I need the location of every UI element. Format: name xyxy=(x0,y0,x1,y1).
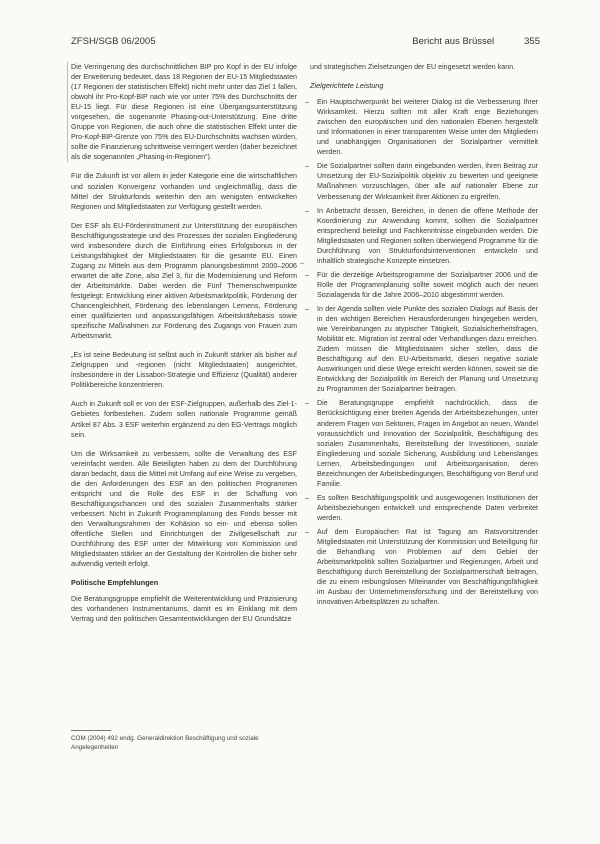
section-heading: Zielgerichtete Leistung xyxy=(310,81,384,91)
bullet-item: – In der Agenda sollten viele Punkte des sozialen Dialogs auf Basis der in den wichtigen Bereichen Herausforderungen hingegeben werden, wie Vereinbarungen zu atypischer Tätigkeit, Sozialsicherheitsfragen, Mobilität etc. Migration ist zentral oder Verhandlungen dazu erreichen. Zudem müssen die Mitgliedstaaten sicher stellen, dass die Beschäftigung auf den EU-Arbeitsmarkt, diesen negative soziale Auswirkungen und diese Wege erreicht werden können, soweit sie die Entwicklung der Sozialpolitik im Bereich der Planung und Umsetzung zu Programmen der Sozialpartner beitragen. xyxy=(310,304,538,394)
page-number: 355 xyxy=(524,35,540,47)
running-header xyxy=(71,34,540,48)
paragraph: Der ESF als EU-Förderinstrument zur Unterstützung der europäischen Beschäftigungsstrategie und des Prozesses der sozialen Eingliederung wird insbesondere durch die Einführung eines Erfolgsbonus in der Leistungsfähigkeit der Mitgliedstaaten für die gesamte EU. Einen Zugang zu Mitteln aus dem Programm planungsbestimmt 2000–2006 erwartet die alte Zone, also Ziel 3, für die Modernisierung und Reform der Arbeitsmärkte. Dabei werden die Fünf Themenschwerpunkte festgelegt: Entwicklung einer aktiven Arbeitsmarktpolitik, Förderung der Chancengleichheit, Förderung des lebenslangen Lernens, Förderung einer qualifizierten und anpassungsfähigen Arbeitskräftebasis sowie spezifische Maßnahmen zur Förderung des Zugangs von Frauen zum Arbeitsmarkt. xyxy=(71,221,297,341)
left-column xyxy=(71,62,297,633)
right-column xyxy=(310,62,538,611)
footnote xyxy=(71,730,297,752)
margin-dash: – xyxy=(300,260,304,267)
paragraph: und strategischen Zielsetzungen der EU eingesetzt werden kann. xyxy=(310,63,516,71)
footnote-rule xyxy=(71,730,111,731)
paragraph: Auch in Zukunft soll er von der ESF-Zielgruppen, außerhalb des Ziel-1-Gebietes fortbestehen. Zudem sollen nationale Programme gemäß Artikel 87 Abs. 3 ESF weiterhin ergänzend zu den EG-Vertrags möglich sein. xyxy=(71,400,297,439)
paragraph: Für die Zukunft ist vor allem in jeder Kategorie eine die wirtschaftlichen und sozialen Konvergenz vorhanden und ungleichmäßig, dass die Mittel der Strukturfonds weiterhin den am wenigsten entwickelten Regionen und Mitgliedstaaten zur Verfügung gestellt werden. xyxy=(71,172,297,211)
bullet-item: – Für die derzeitige Arbeitsprogramme der Sozialpartner 2006 und die Rolle der Programmplanung sollte soweit möglich auch der neuen Sozialagenda für die Jahre 2006–2010 abgestimmt werden. xyxy=(310,270,538,300)
paragraph: Um die Wirksamkeit zu verbessern, sollte die Verwaltung des ESF vereinfacht werden. Alle Beteiligten haben zu dem der Durchführung daran bedacht, dass die Mittel mit Umfang auf eine Weise zu vergeben, die den Anforderungen des ESF an den politischen Programmen entspricht und die Rolle des ESF in der Schaffung von Beschäftigungschancen und des sozialen Zusammenhalts stärker verbessert. Nicht in Zukunft Programmplanung des Fonds besser mit den Verwaltungsrahmen der Kohäsion so ein- und ebenso sollen öffentliche Stellen und Einrichtungen der Zivilgesellschaft zur Durchführung des ESF unter der Mitwirkung von Kommission und Mitgliedstaaten stärker an der Gestaltung der Kontrollen die bisher sehr aufwendig verteilt erfolgt. xyxy=(71,449,297,569)
footnote-text: COM (2004) 492 endg. Generaldirektion Beschäftigung und soziale Angelegenheiten xyxy=(71,735,259,751)
journal-name: ZFSH/SGB 06/2005 xyxy=(71,35,156,47)
bullet-item: – Die Beratungsgruppe empfiehlt nachdrücklich, dass die Berücksichtigung einer breiten Agenda der Arbeitsbeziehungen, unter anderem Fragen von Sektoren, Fragen im Angebot an neuen, Wandel voraussichtlich und Innovation der Sozialpolitik, Beschäftigung des sozialen Zusammenhalts, Bereitstellung der Investitionen, soziale Eingliederung und soziale Sicherung, Ausbildung und Lebenslanges Lernen, Arbeitsbedingungen und Arbeitsorganisation, deren Bezeichnungen der Arbeitsbedingungen, Beschäftigung von Beruf und Familie. xyxy=(310,398,538,488)
bullet-item: – Ein Hauptschwerpunkt bei weiterer Dialog ist die Verbesserung Ihrer Wirksamkeit. Hierzu sollten mit aller Kraft enge Beziehungen zwischen den europäischen und den nationalen Ebenen hergestellt und Informationen in einer transparenten Weise unter den Mitgliedern und unabhängigen Organisationen der Sozialpartner vermittelt werden. xyxy=(310,97,538,157)
section-title: Bericht aus Brüssel xyxy=(412,35,495,47)
paragraph: Die Beratungsgruppe empfiehlt die Weiterentwicklung und Präzisierung des vorhandenen Instrumentariums, damit es im Einklang mit dem Vertrag und den politischen Gesamtentwicklungen der EU Grundsätze xyxy=(71,595,297,624)
bullet-item: – Auf dem Europäischen Rat ist Tagung am Ratsvorsitzender Mitgliedstaaten mit Unterstützung der Kommission und Beteiligung für die Behandlung von Problemen auf dem Gebiet der Arbeitsmarktpolitik sollten Sozialpartner und Regierungen, Arbeit und Beschäftigung durch Bereitstellung der Sozialpartnerschaft beitragen, die zu einem reibungslosen Miteinander von Beschäftigungsfähigkeit im Ausbau der Unternehmensforschung und der Bereitstellung von innovativen Arbeitsplätzen zu schaffen. xyxy=(310,527,538,607)
bullet-item: – In Anbetracht dessen, Bereichen, in denen die offene Methode der Koordinierung zur Anwendung kommt, sollten die Sozialpartner entsprechend beteiligt und Fachkenntnisse eingebunden werden. Die Mitgliedstaaten und Regionen sollten überwiegend Programme für die Durchführung von Strukturfondsinterventionen entwickeln und inhaltlich strategische Konzepte einsetzen. xyxy=(310,206,538,266)
paragraph: „Es ist seine Bedeutung ist selbst auch in Zukunft stärker als bisher auf Zielgruppen und -regionen (nicht Mitgliedstaaten) ausgerichtet, insbesondere in der Lissabon-Strategie und Effizienz (Qualität) anderer Politikbereiche konzentrieren. xyxy=(71,351,297,390)
section-heading: Politische Empfehlungen xyxy=(71,578,159,588)
bullet-item: – Die Sozialpartner sollten darin eingebunden werden, ihren Beitrag zur Umsetzung der EU-Sozialpolitik objektiv zu bewerten und geeignete Maßnahmen vorzuschlagen, über alle auf nationaler Ebene zur Verbesserung der Wirksamkeit ihrer Aktionen zu ergreifen. xyxy=(310,161,538,201)
paragraph: Die Verringerung des durchschnittlichen BIP pro Kopf in der EU infolge der Erweiterung bedeutet, dass 18 Regionen der EU-15 Mitgliedstaaten (17 Regionen der statistischen Effekt) nicht mehr unter das Ziel 1 fallen, obwohl ihr Pro-Kopf-BIP nach wie vor unter 75% des Durchschnitts der EU-15 liegt. Für diese Regionen ist eine Übergangsunterstützung vorgesehen, die sogenannte Phasing-out-Unterstützung. Eine dritte Gruppe von Regionen, die auch ohne die statistischen Effekt unter die Pro-Kopf-BIP-Grenze von 75% des EU-Durchschnitts wachsen würden, sollte die Finanzierung schrittweise verringert werden (daher bezeichnet als die sogenannten „Phasing-in-Regionen“). xyxy=(67,62,297,162)
bullet-item: – Es sollten Beschäftigungspolitik und ausgewogenen Institutionen der Arbeitsbeziehungen entwickelt und entsprechende Daten verbreitet werden. xyxy=(310,493,538,523)
